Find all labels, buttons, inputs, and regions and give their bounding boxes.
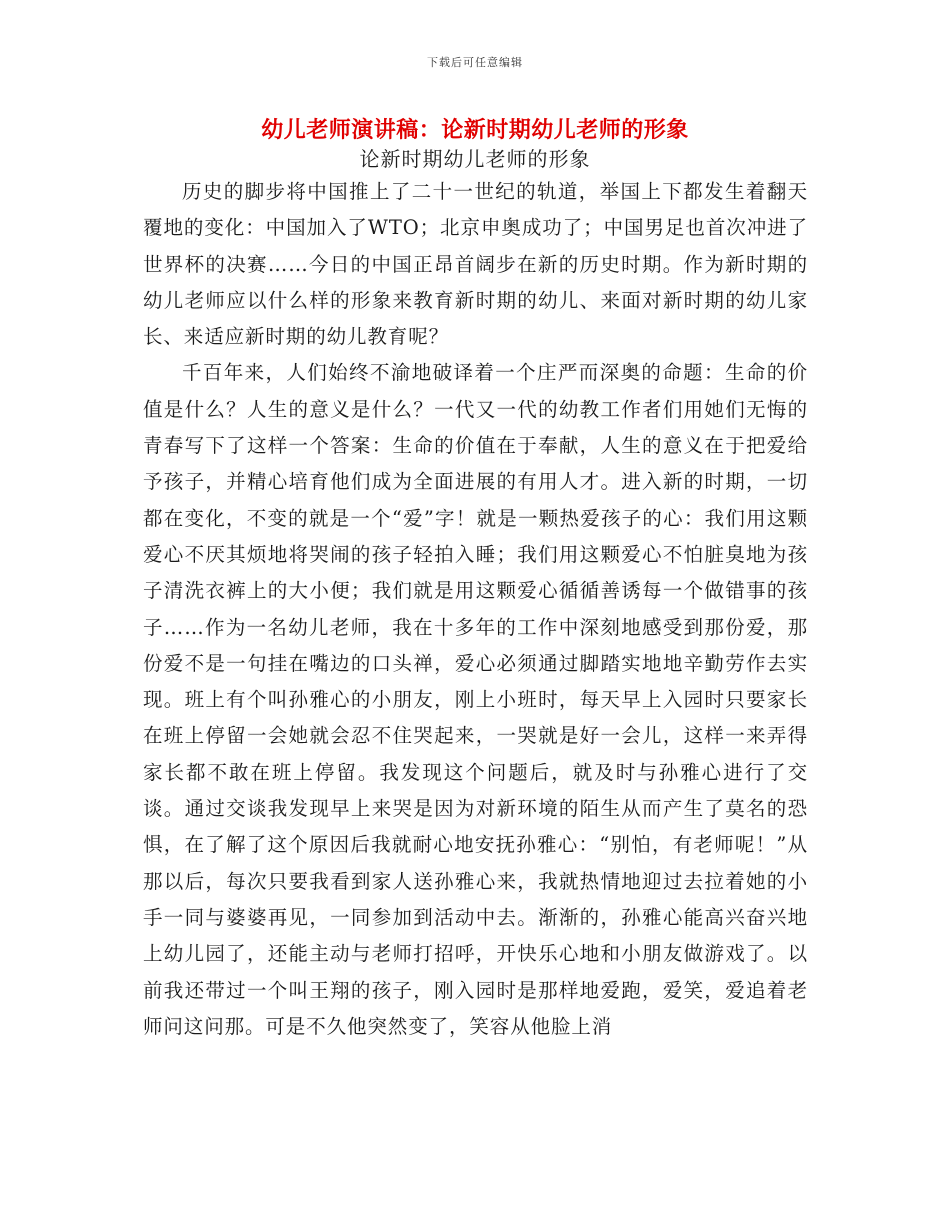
document-subtitle: 论新时期幼儿老师的形象 (359, 147, 591, 171)
document-body (143, 174, 808, 1045)
document-title: 幼儿老师演讲稿：论新时期幼儿老师的形象 (261, 118, 689, 143)
body-paragraph-1: 历史的脚步将中国推上了二十一世纪的轨道，举国上下都发生着翻天覆地的变化：中国加入了WTO；北京申奥成功了；中国男足也首次冲进了世界杯的决赛……今日的中国正昂首阔步在新的历史时期。作为新时期的幼儿老师应以什么样的形象来教育新时期的幼儿、来面对新时期的幼儿家长、来适应新时期的幼儿教育呢？ (143, 180, 808, 349)
page-header-note: 下载后可任意编辑 (427, 56, 523, 69)
body-paragraph-2: 千百年来，人们始终不渝地破译着一个庄严而深奥的命题：生命的价值是什么？人生的意义是什么？一代又一代的幼教工作者们用她们无悔的青春写下了这样一个答案：生命的价值在于奉献，人生的意义在于把爱给予孩子，并精心培育他们成为全面进展的有用人才。进入新的时期，一切都在变化，不变的就是一个“爱”字！就是一颗热爱孩子的心：我们用这颗爱心不厌其烦地将哭闹的孩子轻拍入睡；我们用这颗爱心不怕脏臭地为孩子清洗衣裤上的大小便；我们就是用这颗爱心循循善诱每一个做错事的孩子……作为一名幼儿老师，我在十多年的工作中深刻地感受到那份爱，那份爱不是一句挂在嘴边的口头禅，爱心必须通过脚踏实地地辛勤劳作去实现。班上有个叫孙雅心的小朋友，刚上小班时，每天早上入园时只要家长在班上停留一会她就会忍不住哭起来，一哭就是好一会儿，这样一来弄得家长都不敢在班上停留。我发现这个问题后，就及时与孙雅心进行了交谈。通过交谈我发现早上来哭是因为对新环境的陌生从而产生了莫名的恐惧，在了解了这个原因后我就耐心地安抚孙雅心：“别怕，有老师呢！”从那以后，每次只要我看到家人送孙雅心来，我就热情地迎过去拉着她的小手一同与婆婆再见，一同参加到活动中去。渐渐的，孙雅心能高兴奋兴地上幼儿园了，还能主动与老师打招呼，开快乐心地和小朋友做游戏了。以前我还带过一个叫王翔的孩子，刚入园时是那样地爱跑，爱笑，爱追着老师问这问那。可是不久他突然变了，笑容从他脸上消 (143, 361, 808, 1038)
